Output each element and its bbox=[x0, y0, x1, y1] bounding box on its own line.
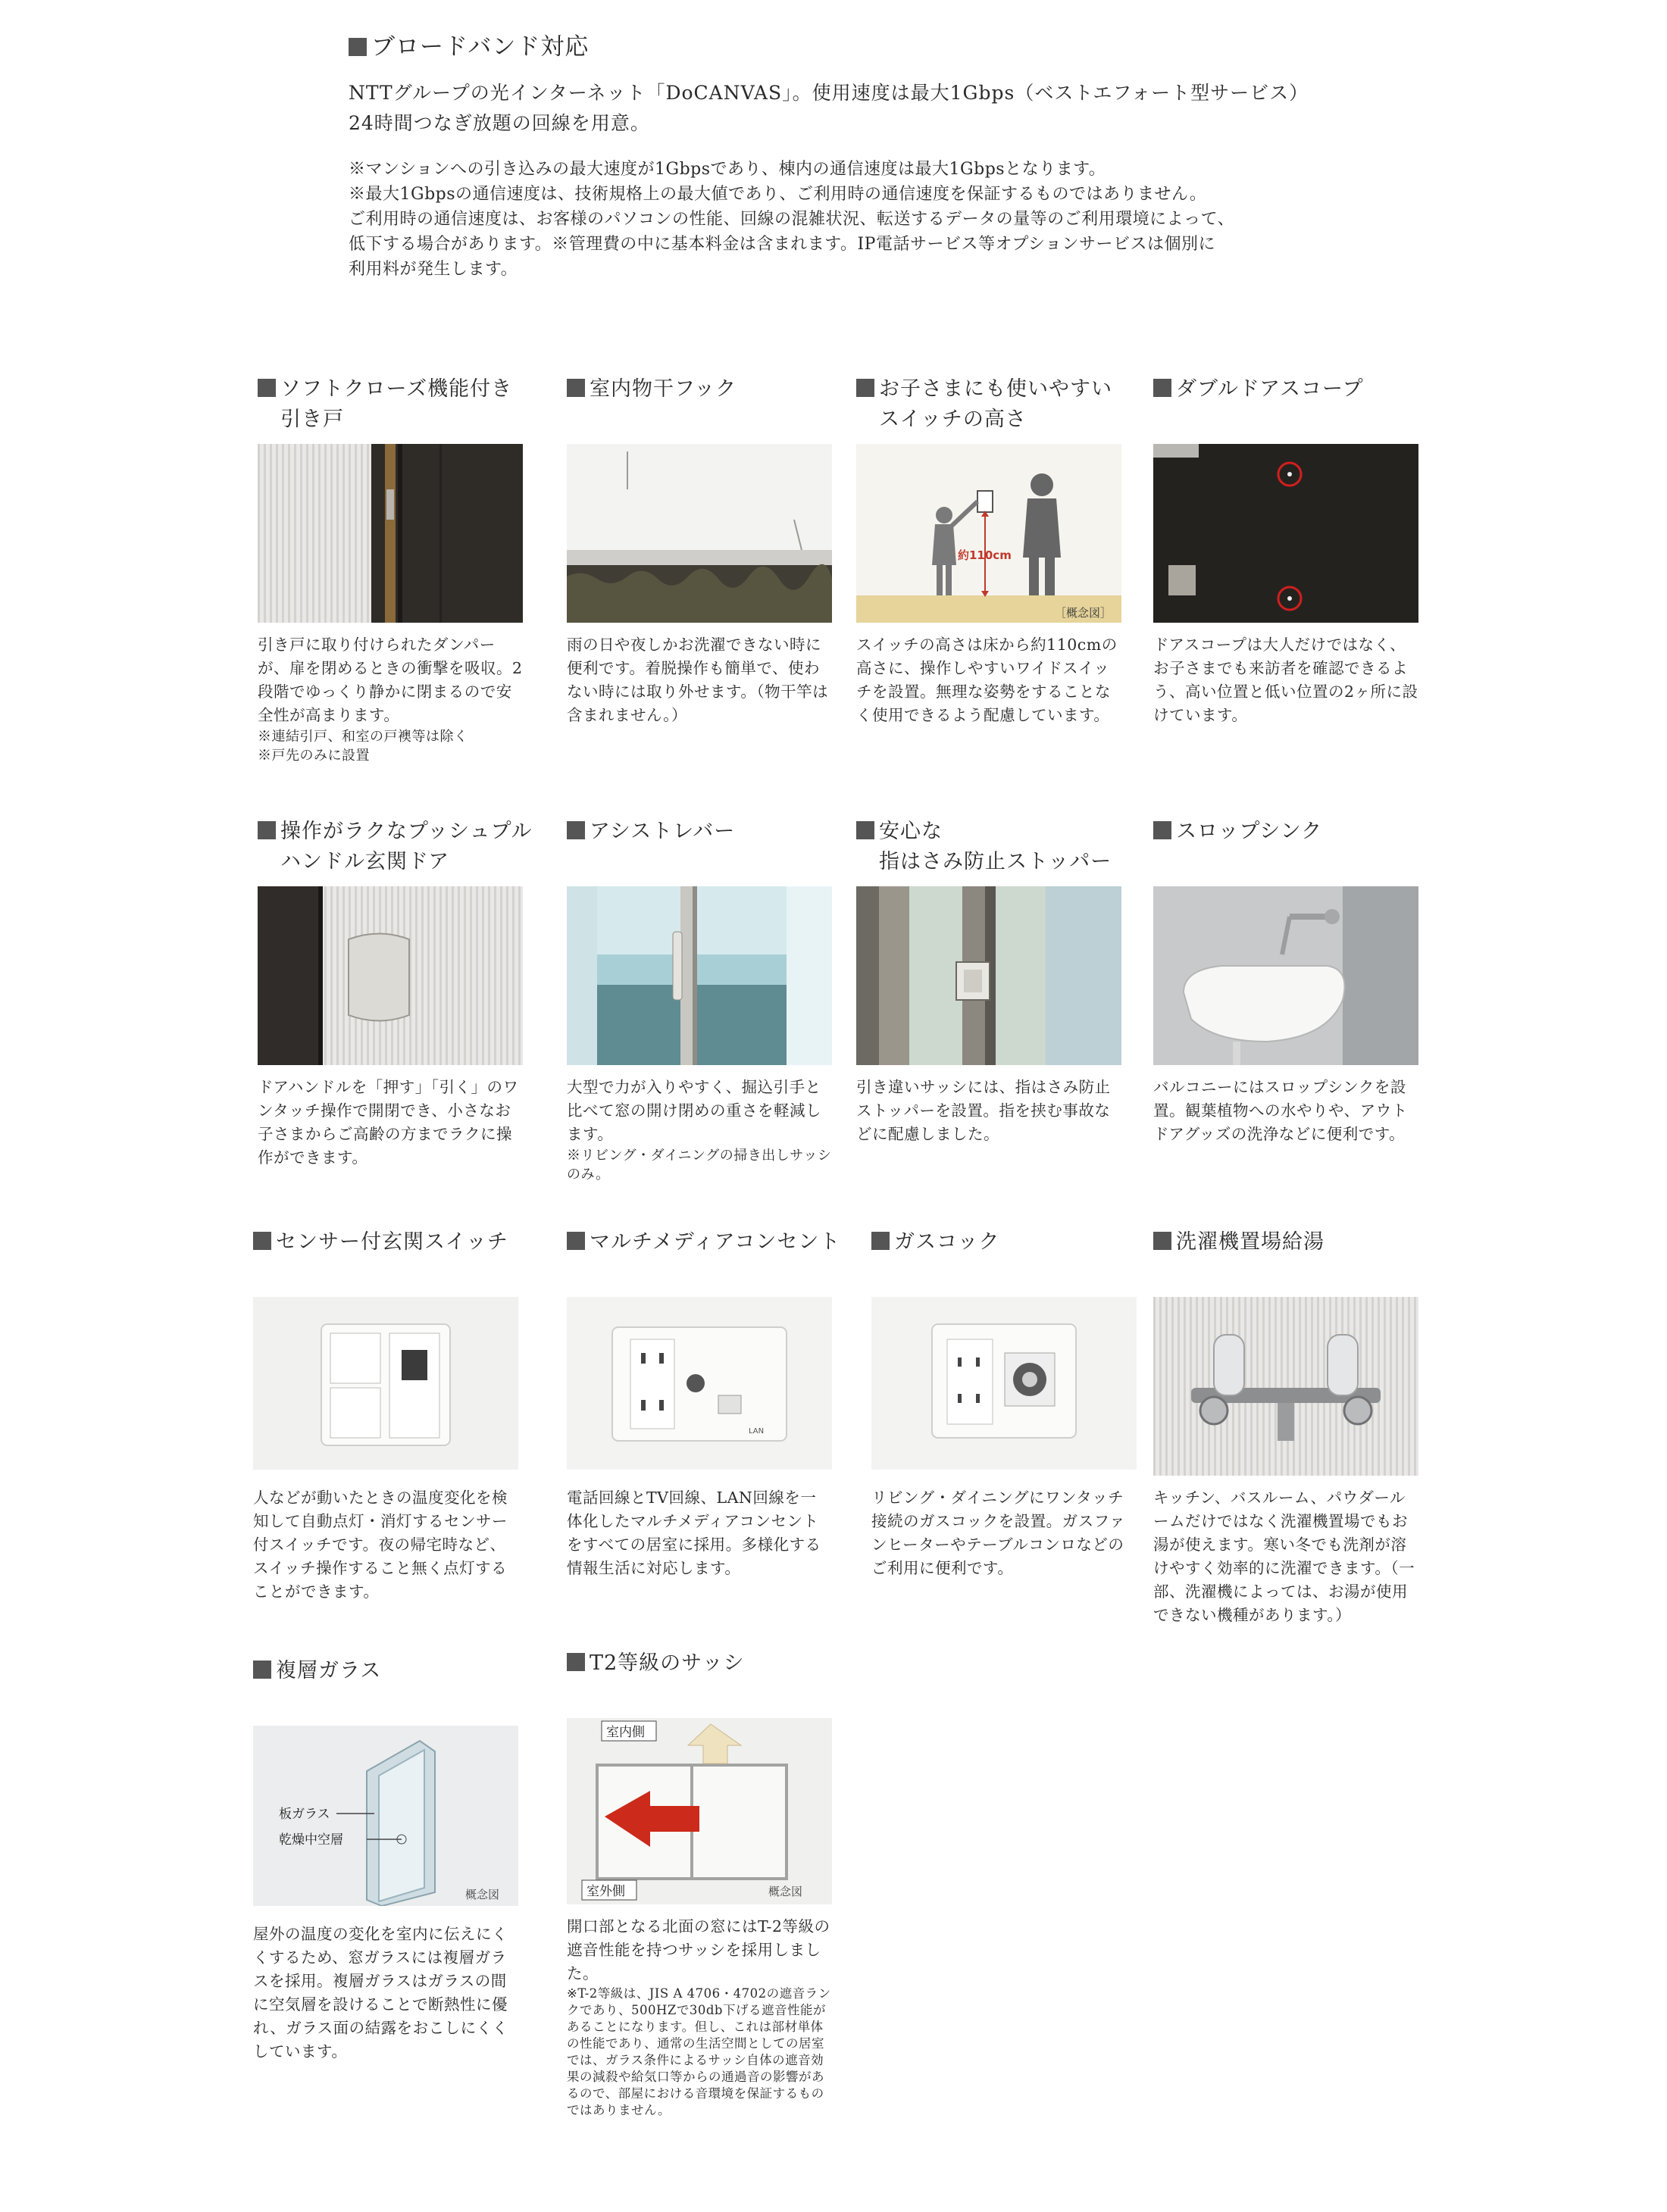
multimedia-outlet-photo bbox=[567, 1297, 832, 1470]
lan-label: LAN bbox=[749, 1427, 765, 1436]
feature-title: センサー付玄関スイッチ bbox=[253, 1227, 518, 1258]
sensor-switch-photo bbox=[253, 1297, 518, 1470]
square-bullet-icon bbox=[856, 821, 874, 839]
feature-washer-hot-water bbox=[1153, 1227, 1418, 1624]
feature-title: 洗濯機置場給湯 bbox=[1153, 1227, 1418, 1258]
gas-cock-photo bbox=[871, 1297, 1137, 1470]
feature-multimedia-outlet bbox=[567, 1227, 841, 1577]
push-pull-door-photo bbox=[258, 886, 523, 1065]
feature-title: アシストレバー bbox=[567, 817, 832, 847]
square-bullet-icon bbox=[856, 379, 874, 397]
feature-title: マルチメディアコンセント bbox=[567, 1227, 832, 1258]
square-bullet-icon bbox=[871, 1232, 890, 1250]
feature-title: 室内物干フック bbox=[567, 374, 832, 405]
square-bullet-icon bbox=[1153, 379, 1171, 397]
feature-title: ガスコック bbox=[871, 1227, 1137, 1258]
switch-height-illustration bbox=[856, 444, 1121, 623]
feature-title: 操作がラクなプッシュプル ハンドル玄関ドア bbox=[258, 817, 523, 877]
feature-assist-lever bbox=[567, 817, 832, 1183]
concept-caption: 概念図 bbox=[465, 1888, 500, 1901]
assist-lever-photo bbox=[567, 886, 832, 1065]
concept-caption: 概念図 bbox=[768, 1885, 803, 1898]
feature-description: 人などが動いたときの温度変化を検知して自動点灯・消灯するセンサー付スイッチです。夜の帰宅時など、スイッチ操作すること無く点灯することができます。 bbox=[253, 1489, 508, 1601]
feature-description: スイッチの高さは床から約110cmの高さに、操作しやすいワイドスイッチを設置。無理な姿勢をすることなく使用できるよう配慮しています。 bbox=[856, 636, 1118, 724]
square-bullet-icon bbox=[567, 379, 585, 397]
feature-push-pull-door bbox=[258, 817, 533, 1167]
broadband-section bbox=[349, 27, 1409, 282]
square-bullet-icon bbox=[349, 38, 367, 56]
feature-gas-cock bbox=[871, 1227, 1137, 1577]
feature-description: 開口部となる北面の窓にはT-2等級の遮音性能を持つサッシを採用しました。 ※T-2等級は、JIS A 4706・4702の遮音ランクであり、500HZで30db下げる遮音性能があることになります。但し、これは部材単体の性能であり、通常の生活空間としての居室では、ガラス条件によるサッシ自体の遮音効果の減殺や給気口等からの通過音の影響があるので、部屋における音環境を保証するものではありません。 bbox=[567, 1917, 831, 2117]
feature-sensor-switch bbox=[253, 1227, 518, 1601]
square-bullet-icon bbox=[1153, 1232, 1171, 1250]
indoor-side-label: 室内側 bbox=[606, 1725, 645, 1740]
feature-description: 雨の日や夜しかお洗濯できない時に便利です。着脱操作も簡単で、使わない時には取り外せます。（物干竿は含まれません。） bbox=[567, 636, 829, 724]
feature-double-door-scope bbox=[1153, 374, 1418, 724]
finger-stopper-photo bbox=[856, 886, 1121, 1065]
height-label: 約110cm bbox=[958, 548, 1012, 562]
feature-description: リビング・ダイニングにワンタッチ接続のガスコックを設置。ガスファンヒーターやテーブルコンロなどのご利用に便利です。 bbox=[871, 1489, 1126, 1577]
square-bullet-icon bbox=[1153, 821, 1171, 839]
glass-pane-label: 板ガラス bbox=[279, 1807, 330, 1822]
feature-description: 屋外の温度の変化を室内に伝えにくくするため、窓ガラスには複層ガラスを採用。複層ガラスはガラスの間に空気層を設けることで断熱性に優れ、ガラス面の結露をおこしにくくしています。 bbox=[253, 1925, 508, 2060]
feature-description: 大型で力が入りやすく、掘込引手と比べて窓の開け閉めの重さを軽減します。 ※リビング・ダイニングの掃き出しサッシのみ。 bbox=[567, 1078, 832, 1183]
square-bullet-icon bbox=[567, 1653, 585, 1671]
feature-indoor-drying-hook bbox=[567, 374, 832, 724]
square-bullet-icon bbox=[253, 1661, 271, 1679]
feature-title: 安心な 指はさみ防止ストッパー bbox=[856, 817, 1121, 877]
feature-title: ソフトクローズ機能付き 引き戸 bbox=[258, 374, 523, 435]
square-bullet-icon bbox=[258, 379, 276, 397]
feature-soft-close-door bbox=[258, 374, 523, 764]
feature-description: 引き戸に取り付けられたダンパーが、扉を閉めるときの衝撃を吸収。2段階でゆっくり静かに閉まるので安全性が高まります。 ※連結引戸、和室の戸襖等は除く ※戸先のみに設置 bbox=[258, 636, 523, 764]
feature-title: T2等級のサッシ bbox=[567, 1648, 832, 1679]
sliding-door-photo bbox=[258, 444, 523, 623]
square-bullet-icon bbox=[253, 1232, 271, 1250]
feature-title: 複層ガラス bbox=[253, 1656, 518, 1686]
broadband-notes: ※マンションへの引き込みの最大速度が1Gbpsであり、棟内の通信速度は最大1Gbpsとなります。 ※最大1Gbpsの通信速度は、技術規格上の最大値であり、ご利用時の通信速度を保証するものではありません。 ご利用時の通信速度は、お客様のパソコンの性能、回線の混雑状況、転送するデータの量等のご利用環境によって、 低下する場合があります。※管理費の中に基本料金は含まれます。IP電話サービス等オプションサービスは個別に 利用料が発生します。 bbox=[349, 160, 1235, 279]
feature-title: お子さまにも使いやすい スイッチの高さ bbox=[856, 374, 1121, 435]
feature-slop-sink bbox=[1153, 817, 1418, 1143]
outdoor-side-label: 室外側 bbox=[586, 1884, 625, 1899]
broadband-lead: NTTグループの光インターネット「DoCANVAS」。使用速度は最大1Gbps（ベストエフォート型サービス） 24時間つなぎ放題の回線を用意。 bbox=[349, 82, 1309, 134]
double-glazing-illustration bbox=[253, 1726, 518, 1906]
square-bullet-icon bbox=[567, 1232, 585, 1250]
feature-switch-height bbox=[856, 374, 1121, 724]
feature-t2-sash bbox=[567, 1648, 832, 2117]
section-title: ブロードバンド対応 bbox=[349, 27, 1409, 61]
square-bullet-icon bbox=[567, 821, 585, 839]
feature-description: バルコニーにはスロップシンクを設置。観葉植物への水やりや、アウトドアグッズの洗浄などに便利です。 bbox=[1153, 1078, 1408, 1143]
concept-caption: ［概念図］ bbox=[1055, 606, 1112, 620]
feature-title: スロップシンク bbox=[1153, 817, 1418, 847]
feature-description: 電話回線とTV回線、LAN回線を一体化したマルチメディアコンセントをすべての居室に採用。多様化する情報生活に対応します。 bbox=[567, 1489, 821, 1577]
air-layer-label: 乾燥中空層 bbox=[279, 1832, 343, 1848]
square-bullet-icon bbox=[258, 821, 276, 839]
feature-title: ダブルドアスコープ bbox=[1153, 374, 1418, 405]
door-scope-photo bbox=[1153, 444, 1418, 623]
slop-sink-photo bbox=[1153, 886, 1418, 1065]
feature-description: 引き違いサッシには、指はさみ防止ストッパーを設置。指を挟む事故などに配慮しました。 bbox=[856, 1078, 1111, 1143]
washer-faucet-photo bbox=[1153, 1297, 1418, 1476]
feature-description: ドアスコープは大人だけではなく、お子さまでも来訪者を確認できるよう、高い位置と低い位置の2ヶ所に設けています。 bbox=[1153, 636, 1418, 724]
feature-description: ドアハンドルを「押す」「引く」のワンタッチ操作で開閉でき、小さなお子さまからご高齢の方までラクに操作ができます。 bbox=[258, 1078, 519, 1167]
feature-description: キッチン、バスルーム、パウダールームだけではなく洗濯機置場でもお湯が使えます。寒い冬でも洗剤が溶けやすく効率的に洗濯できます。（一部、洗濯機によっては、お湯が使用できない機種があります。） bbox=[1153, 1489, 1415, 1624]
t2-sash-illustration bbox=[567, 1718, 832, 1904]
drying-hook-photo bbox=[567, 444, 832, 623]
feature-finger-stopper bbox=[856, 817, 1121, 1143]
feature-double-glazing bbox=[253, 1656, 518, 2060]
